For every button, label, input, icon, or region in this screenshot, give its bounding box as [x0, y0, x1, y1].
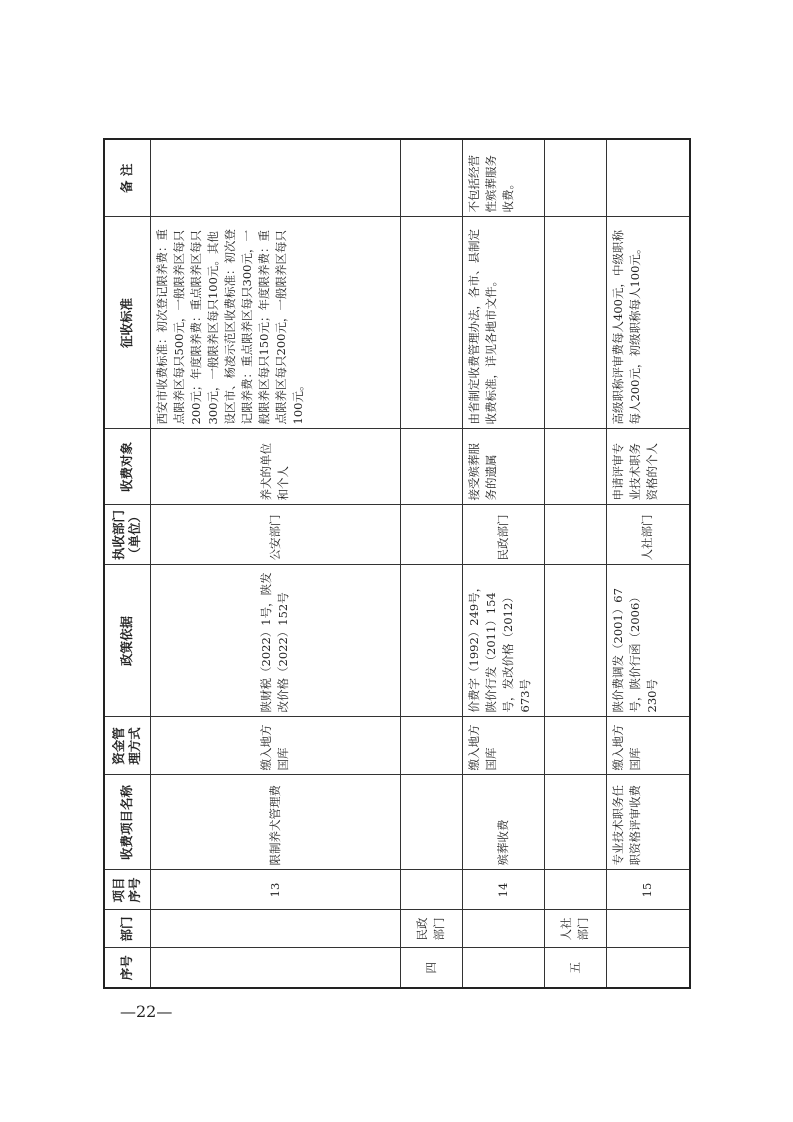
cell-remark: 不包括经营性殡葬服务收费。 — [462, 139, 544, 217]
header-standard: 征收标准 — [104, 217, 150, 429]
cell-item-seq: 15 — [606, 870, 690, 910]
cell-policy: 陕价费调发（2001）67号，陕价行函（2006）230号 — [606, 565, 690, 717]
cell-remark — [606, 139, 690, 217]
fee-table — [103, 138, 691, 989]
cell-collector: 公安部门 — [150, 505, 400, 565]
fee-table-container — [103, 140, 689, 989]
cell-item-seq — [400, 870, 462, 910]
cell-standard — [544, 217, 606, 429]
cell-fee-name: 限制养犬管理费 — [150, 775, 400, 870]
header-seq: 序号 — [104, 948, 150, 988]
cell-seq — [606, 948, 690, 988]
cell-fee-name — [400, 775, 462, 870]
cell-collector: 人社部门 — [606, 505, 690, 565]
cell-collector — [544, 505, 606, 565]
table-row — [544, 139, 606, 988]
cell-target — [400, 429, 462, 505]
header-remark: 备 注 — [104, 139, 150, 217]
cell-target: 养犬的单位和个人 — [150, 429, 400, 505]
cell-fund-mgmt: 缴入地方国库 — [462, 717, 544, 775]
cell-standard: 高级职称评审费每人400元，中级职称每人200元，初级职称每人100元。 — [606, 217, 690, 429]
cell-standard — [400, 217, 462, 429]
cell-dept — [606, 910, 690, 948]
cell-policy — [544, 565, 606, 717]
table-row — [400, 139, 462, 988]
cell-dept — [150, 910, 400, 948]
cell-dept — [462, 910, 544, 948]
cell-fund-mgmt: 缴入地方国库 — [150, 717, 400, 775]
cell-policy — [400, 565, 462, 717]
cell-remark — [400, 139, 462, 217]
cell-standard: 由省制定收费管理办法，各市、县制定收费标准，详见各地市文件。 — [462, 217, 544, 429]
header-row — [104, 139, 150, 988]
cell-target: 申请评审专业技术职务资格的个人 — [606, 429, 690, 505]
cell-target — [544, 429, 606, 505]
cell-dept: 人社部门 — [544, 910, 606, 948]
cell-policy: 价费字（1992）249号，陕价行发（2011）154号，发改价格（2012）673号 — [462, 565, 544, 717]
table-row — [150, 139, 400, 988]
cell-seq — [150, 948, 400, 988]
header-target: 收费对象 — [104, 429, 150, 505]
header-dept: 部门 — [104, 910, 150, 948]
header-fund-mgmt: 资金管理方式 — [104, 717, 150, 775]
cell-fund-mgmt — [544, 717, 606, 775]
cell-collector: 民政部门 — [462, 505, 544, 565]
cell-item-seq: 14 — [462, 870, 544, 910]
header-fee-name: 收费项目名称 — [104, 775, 150, 870]
cell-item-seq — [544, 870, 606, 910]
cell-standard: 西安市收费标准：初次登记限养费：重点限养区每只500元，一般限养区每只200元；年度限养费：重点限养区每只300元，一般限养区每只100元。其他设区市、杨凌示范区收费标准：初次登记限养费：重点限养区每只300元，一般限养区每只150元；年度限养费：重点限养区每只200元，一般限养区每只100元。 — [150, 217, 400, 429]
header-policy: 政策依据 — [104, 565, 150, 717]
cell-fund-mgmt — [400, 717, 462, 775]
page-number: —22— — [120, 1002, 173, 1021]
cell-target: 接受殡葬服务的遗属 — [462, 429, 544, 505]
cell-remark — [544, 139, 606, 217]
cell-fee-name — [544, 775, 606, 870]
cell-seq — [462, 948, 544, 988]
header-item-seq: 项目序号 — [104, 870, 150, 910]
cell-collector — [400, 505, 462, 565]
table-row — [606, 139, 690, 988]
cell-fee-name: 专业技术职务任职资格评审收费 — [606, 775, 690, 870]
cell-policy: 陕财税（2022）1号，陕发改价格（2022）152号 — [150, 565, 400, 717]
header-collector: 执收部门（单位） — [104, 505, 150, 565]
cell-fee-name: 殡葬收费 — [462, 775, 544, 870]
cell-remark — [150, 139, 400, 217]
cell-seq: 五 — [544, 948, 606, 988]
cell-fund-mgmt: 缴入地方国库 — [606, 717, 690, 775]
cell-item-seq: 13 — [150, 870, 400, 910]
table-row — [462, 139, 544, 988]
cell-seq: 四 — [400, 948, 462, 988]
cell-dept: 民政部门 — [400, 910, 462, 948]
